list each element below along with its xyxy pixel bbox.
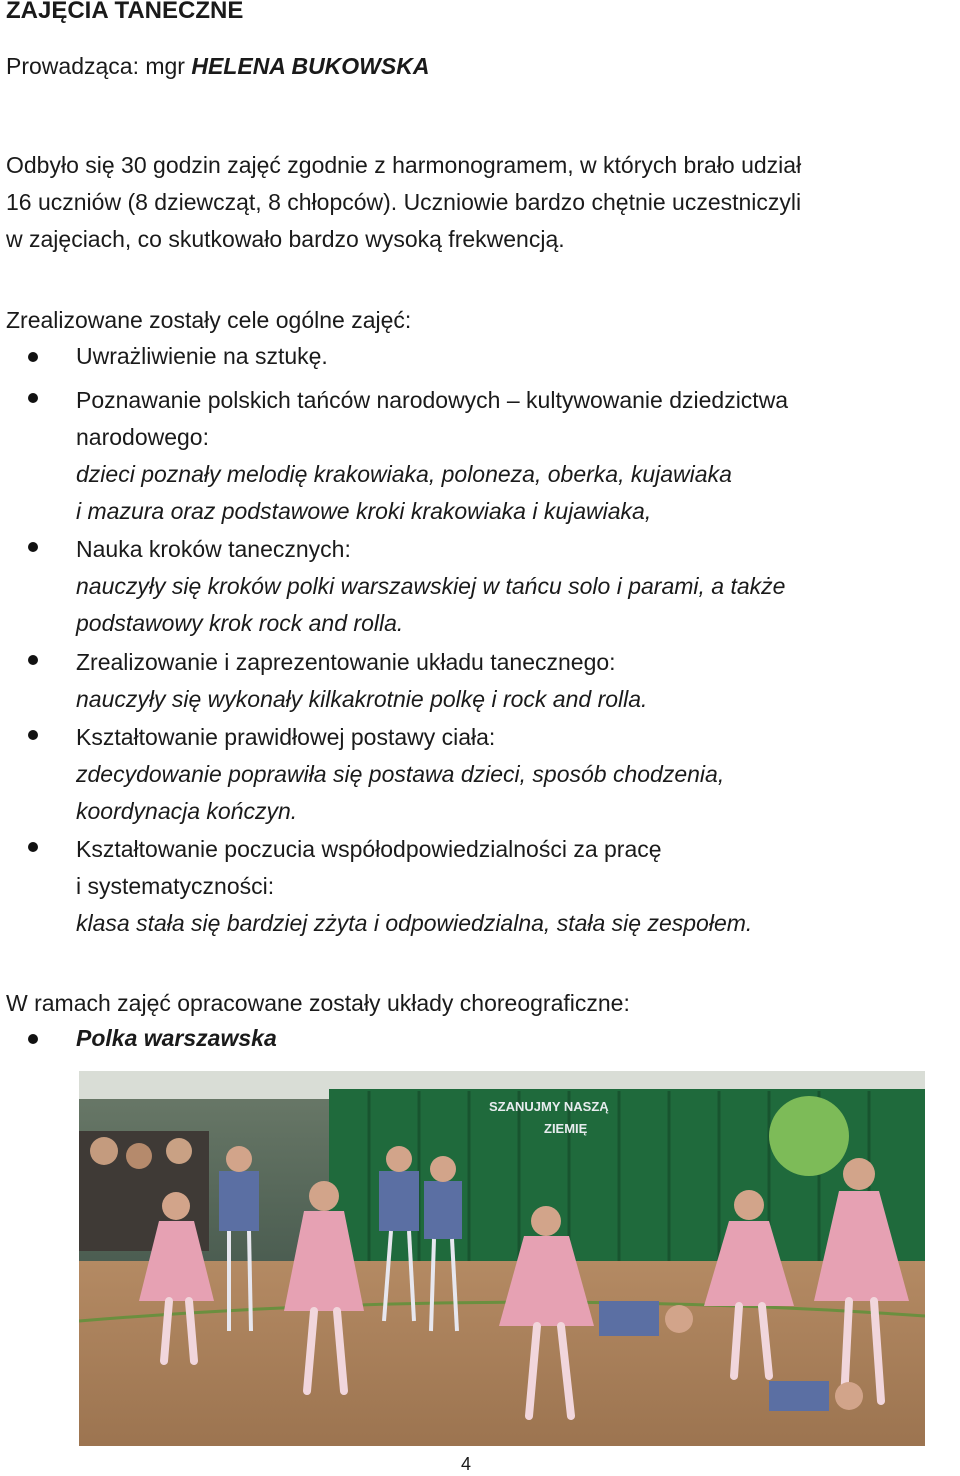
instructor-label: Prowadząca: mgr (6, 53, 192, 79)
list-item (76, 531, 785, 642)
banner-text-1: SZANUJMY NASZĄ (489, 1099, 609, 1114)
list-item-title: Nauka kroków tanecznych: (76, 536, 351, 562)
list-item-title: Poznawanie polskich tańców narodowych – kultywowanie dziedzictwa (76, 387, 789, 413)
intro-line-3: w zajęciach, co skutkowało bardzo wysoką frekwencją. (6, 226, 565, 252)
bullet-icon (28, 730, 38, 740)
bullet-icon (28, 352, 38, 362)
list-item-title-cont: i systematyczności: (76, 873, 275, 899)
list-item-title: Kształtowanie prawidłowej postawy ciała: (76, 724, 496, 750)
list-item (76, 831, 752, 942)
choreo-intro: W ramach zajęć opracowane zostały układy choreograficzne: (6, 990, 630, 1016)
list-item-detail: koordynacja kończyn. (76, 798, 298, 824)
list-item-detail: podstawowy krok rock and rolla. (76, 610, 404, 636)
list-item-detail: dzieci poznały melodię krakowiaka, poloneza, oberka, kujawiaka (76, 461, 732, 487)
goals-intro: Zrealizowane zostały cele ogólne zajęć: (6, 307, 412, 333)
intro-line-1: Odbyło się 30 godzin zajęć zgodnie z harmonogramem, w których brało udział (6, 152, 802, 178)
page-number: 4 (461, 1454, 472, 1474)
banner-text-2: ZIEMIĘ (544, 1121, 588, 1136)
bullet-icon (28, 655, 38, 665)
section-heading: ZAJĘCIA TANECZNE (6, 0, 244, 24)
list-item (76, 719, 724, 830)
list-item-detail: i mazura oraz podstawowe kroki krakowiaka i kujawiaka, (76, 498, 652, 524)
list-item-detail: klasa stała się bardziej zżyta i odpowiedzialna, stała się zespołem. (76, 910, 753, 936)
list-item (76, 382, 788, 530)
list-item-title: Uwrażliwienie na sztukę. (76, 343, 328, 369)
bullet-icon (28, 393, 38, 403)
list-item-detail: zdecydowanie poprawiła się postawa dzieci, sposób chodzenia, (76, 761, 725, 787)
list-item (76, 644, 647, 718)
instructor-name: HELENA BUKOWSKA (191, 53, 430, 79)
intro-line-2: 16 uczniów (8 dziewcząt, 8 chłopców). Uczniowie bardzo chętnie uczestniczyli (6, 189, 802, 215)
bullet-icon (28, 842, 38, 852)
bullet-icon (28, 542, 38, 552)
dance-photo (79, 1071, 925, 1446)
list-item-title: Zrealizowanie i zaprezentowanie układu tanecznego: (76, 649, 616, 675)
bullet-icon (28, 1034, 38, 1044)
choreo-item: Polka warszawska (76, 1025, 277, 1051)
instructor-line (6, 51, 429, 81)
list-item (76, 341, 328, 371)
list-item-title: Kształtowanie poczucia współodpowiedzialności za pracę (76, 836, 662, 862)
list-item-title-cont: narodowego: (76, 424, 209, 450)
list-item-detail: nauczyły się wykonały kilkakrotnie polkę i rock and rolla. (76, 686, 648, 712)
list-item-detail: nauczyły się kroków polki warszawskiej w tańcu solo i parami, a także (76, 573, 786, 599)
dance-photo-illustration (79, 1071, 925, 1446)
